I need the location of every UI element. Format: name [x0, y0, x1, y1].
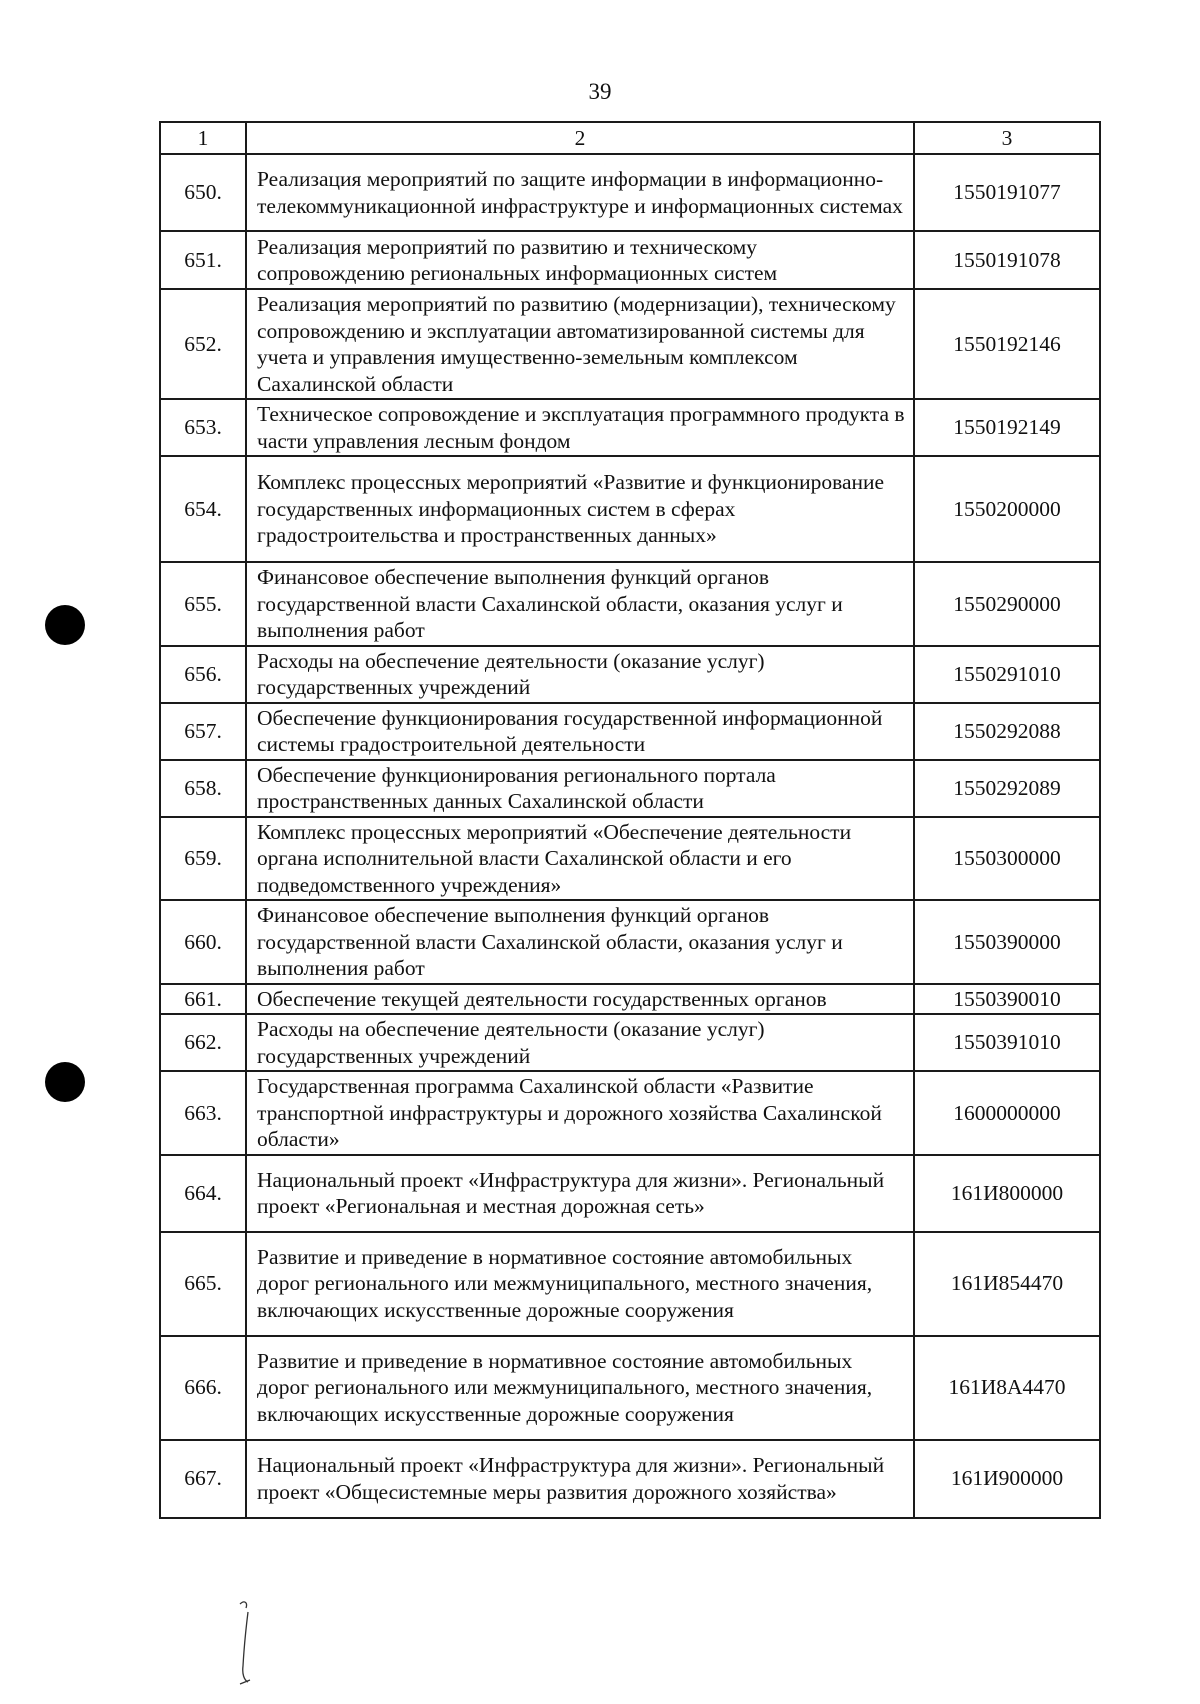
- table-row: [160, 154, 1100, 231]
- table-row: [160, 1071, 1100, 1155]
- row-name: Государственная программа Сахалинской области «Развитие транспортной инфраструктуры и дорожного хозяйства Сахалинской области»: [246, 1071, 914, 1155]
- row-name: Финансовое обеспечение выполнения функций органов государственной власти Сахалинской области, оказания услуг и выполнения работ: [246, 900, 914, 984]
- row-number: 653.: [160, 399, 246, 456]
- row-code: 1550192149: [914, 399, 1100, 456]
- row-number: 663.: [160, 1071, 246, 1155]
- row-code: 1550192146: [914, 289, 1100, 399]
- table-row: [160, 1155, 1100, 1232]
- row-name: Обеспечение текущей деятельности государственных органов: [246, 984, 914, 1015]
- row-name: Развитие и приведение в нормативное состояние автомобильных дорог регионального или межмуниципального, местного значения, включающих искусственные дорожные сооружения: [246, 1232, 914, 1336]
- row-code: 1550291010: [914, 646, 1100, 703]
- row-code: 161И8А4470: [914, 1336, 1100, 1440]
- row-number: 667.: [160, 1440, 246, 1518]
- table-row: [160, 289, 1100, 399]
- row-name: Реализация мероприятий по развитию и техническому сопровождению региональных информационных систем: [246, 231, 914, 289]
- row-name: Развитие и приведение в нормативное состояние автомобильных дорог регионального или межмуниципального, местного значения, включающих искусственные дорожные сооружения: [246, 1336, 914, 1440]
- table-row: [160, 1232, 1100, 1336]
- row-code: 1550292088: [914, 703, 1100, 760]
- row-name: Обеспечение функционирования регионального портала пространственных данных Сахалинской области: [246, 760, 914, 817]
- row-name: Национальный проект «Инфраструктура для жизни». Региональный проект «Региональная и местная дорожная сеть»: [246, 1155, 914, 1232]
- row-number: 664.: [160, 1155, 246, 1232]
- row-number: 665.: [160, 1232, 246, 1336]
- row-code: 161И900000: [914, 1440, 1100, 1518]
- row-code: 1550300000: [914, 817, 1100, 901]
- row-number: 655.: [160, 562, 246, 646]
- table-row: [160, 703, 1100, 760]
- table-row: [160, 1336, 1100, 1440]
- row-number: 659.: [160, 817, 246, 901]
- row-code: 1550191078: [914, 231, 1100, 289]
- row-code: 1550191077: [914, 154, 1100, 231]
- row-name: Реализация мероприятий по развитию (модернизации), техническому сопровождению и эксплуатации автоматизированной системы для учета и управления имущественно-земельным комплексом Сахалинской области: [246, 289, 914, 399]
- row-code: 1550290000: [914, 562, 1100, 646]
- table-header-row: [160, 122, 1100, 154]
- row-number: 661.: [160, 984, 246, 1015]
- row-code: 1550292089: [914, 760, 1100, 817]
- row-name: Обеспечение функционирования государственной информационной системы градостроительной деятельности: [246, 703, 914, 760]
- table-row: [160, 456, 1100, 562]
- row-name: Финансовое обеспечение выполнения функций органов государственной власти Сахалинской области, оказания услуг и выполнения работ: [246, 562, 914, 646]
- row-code: 1550200000: [914, 456, 1100, 562]
- row-name: Комплекс процессных мероприятий «Развитие и функционирование государственных информационных систем в сферах градостроительства и пространственных данных»: [246, 456, 914, 562]
- row-code: 161И800000: [914, 1155, 1100, 1232]
- row-code: 1550390010: [914, 984, 1100, 1015]
- row-number: 658.: [160, 760, 246, 817]
- row-number: 651.: [160, 231, 246, 289]
- table-row: [160, 399, 1100, 456]
- row-number: 650.: [160, 154, 246, 231]
- table-row: [160, 1014, 1100, 1071]
- row-code: 1550390000: [914, 900, 1100, 984]
- table-row: [160, 984, 1100, 1015]
- row-name: Техническое сопровождение и эксплуатация программного продукта в части управления лесным фондом: [246, 399, 914, 456]
- row-code: 161И854470: [914, 1232, 1100, 1336]
- signature-mark: [236, 1598, 266, 1688]
- row-number: 660.: [160, 900, 246, 984]
- header-cell-code: 3: [914, 122, 1100, 154]
- row-code: 1550391010: [914, 1014, 1100, 1071]
- row-name: Расходы на обеспечение деятельности (оказание услуг) государственных учреждений: [246, 1014, 914, 1071]
- row-code: 1600000000: [914, 1071, 1100, 1155]
- budget-classification-table: [159, 121, 1101, 1519]
- header-cell-number: 1: [160, 122, 246, 154]
- row-name: Комплекс процессных мероприятий «Обеспечение деятельности органа исполнительной власти Сахалинской области и его подведомственного учреждения»: [246, 817, 914, 901]
- table-row: [160, 1440, 1100, 1518]
- hole-punch-mark: [45, 605, 85, 645]
- hole-punch-mark: [45, 1062, 85, 1102]
- row-name: Национальный проект «Инфраструктура для жизни». Региональный проект «Общесистемные меры развития дорожного хозяйства»: [246, 1440, 914, 1518]
- header-cell-name: 2: [246, 122, 914, 154]
- row-number: 666.: [160, 1336, 246, 1440]
- table-row: [160, 760, 1100, 817]
- row-number: 656.: [160, 646, 246, 703]
- row-name: Расходы на обеспечение деятельности (оказание услуг) государственных учреждений: [246, 646, 914, 703]
- table-row: [160, 562, 1100, 646]
- row-number: 657.: [160, 703, 246, 760]
- table-row: [160, 646, 1100, 703]
- table-row: [160, 231, 1100, 289]
- page-number: 39: [588, 79, 612, 104]
- row-number: 652.: [160, 289, 246, 399]
- table-row: [160, 900, 1100, 984]
- row-name: Реализация мероприятий по защите информации в информационно-телекоммуникационной инфраструктуре и информационных системах: [246, 154, 914, 231]
- row-number: 662.: [160, 1014, 246, 1071]
- row-number: 654.: [160, 456, 246, 562]
- table-row: [160, 817, 1100, 901]
